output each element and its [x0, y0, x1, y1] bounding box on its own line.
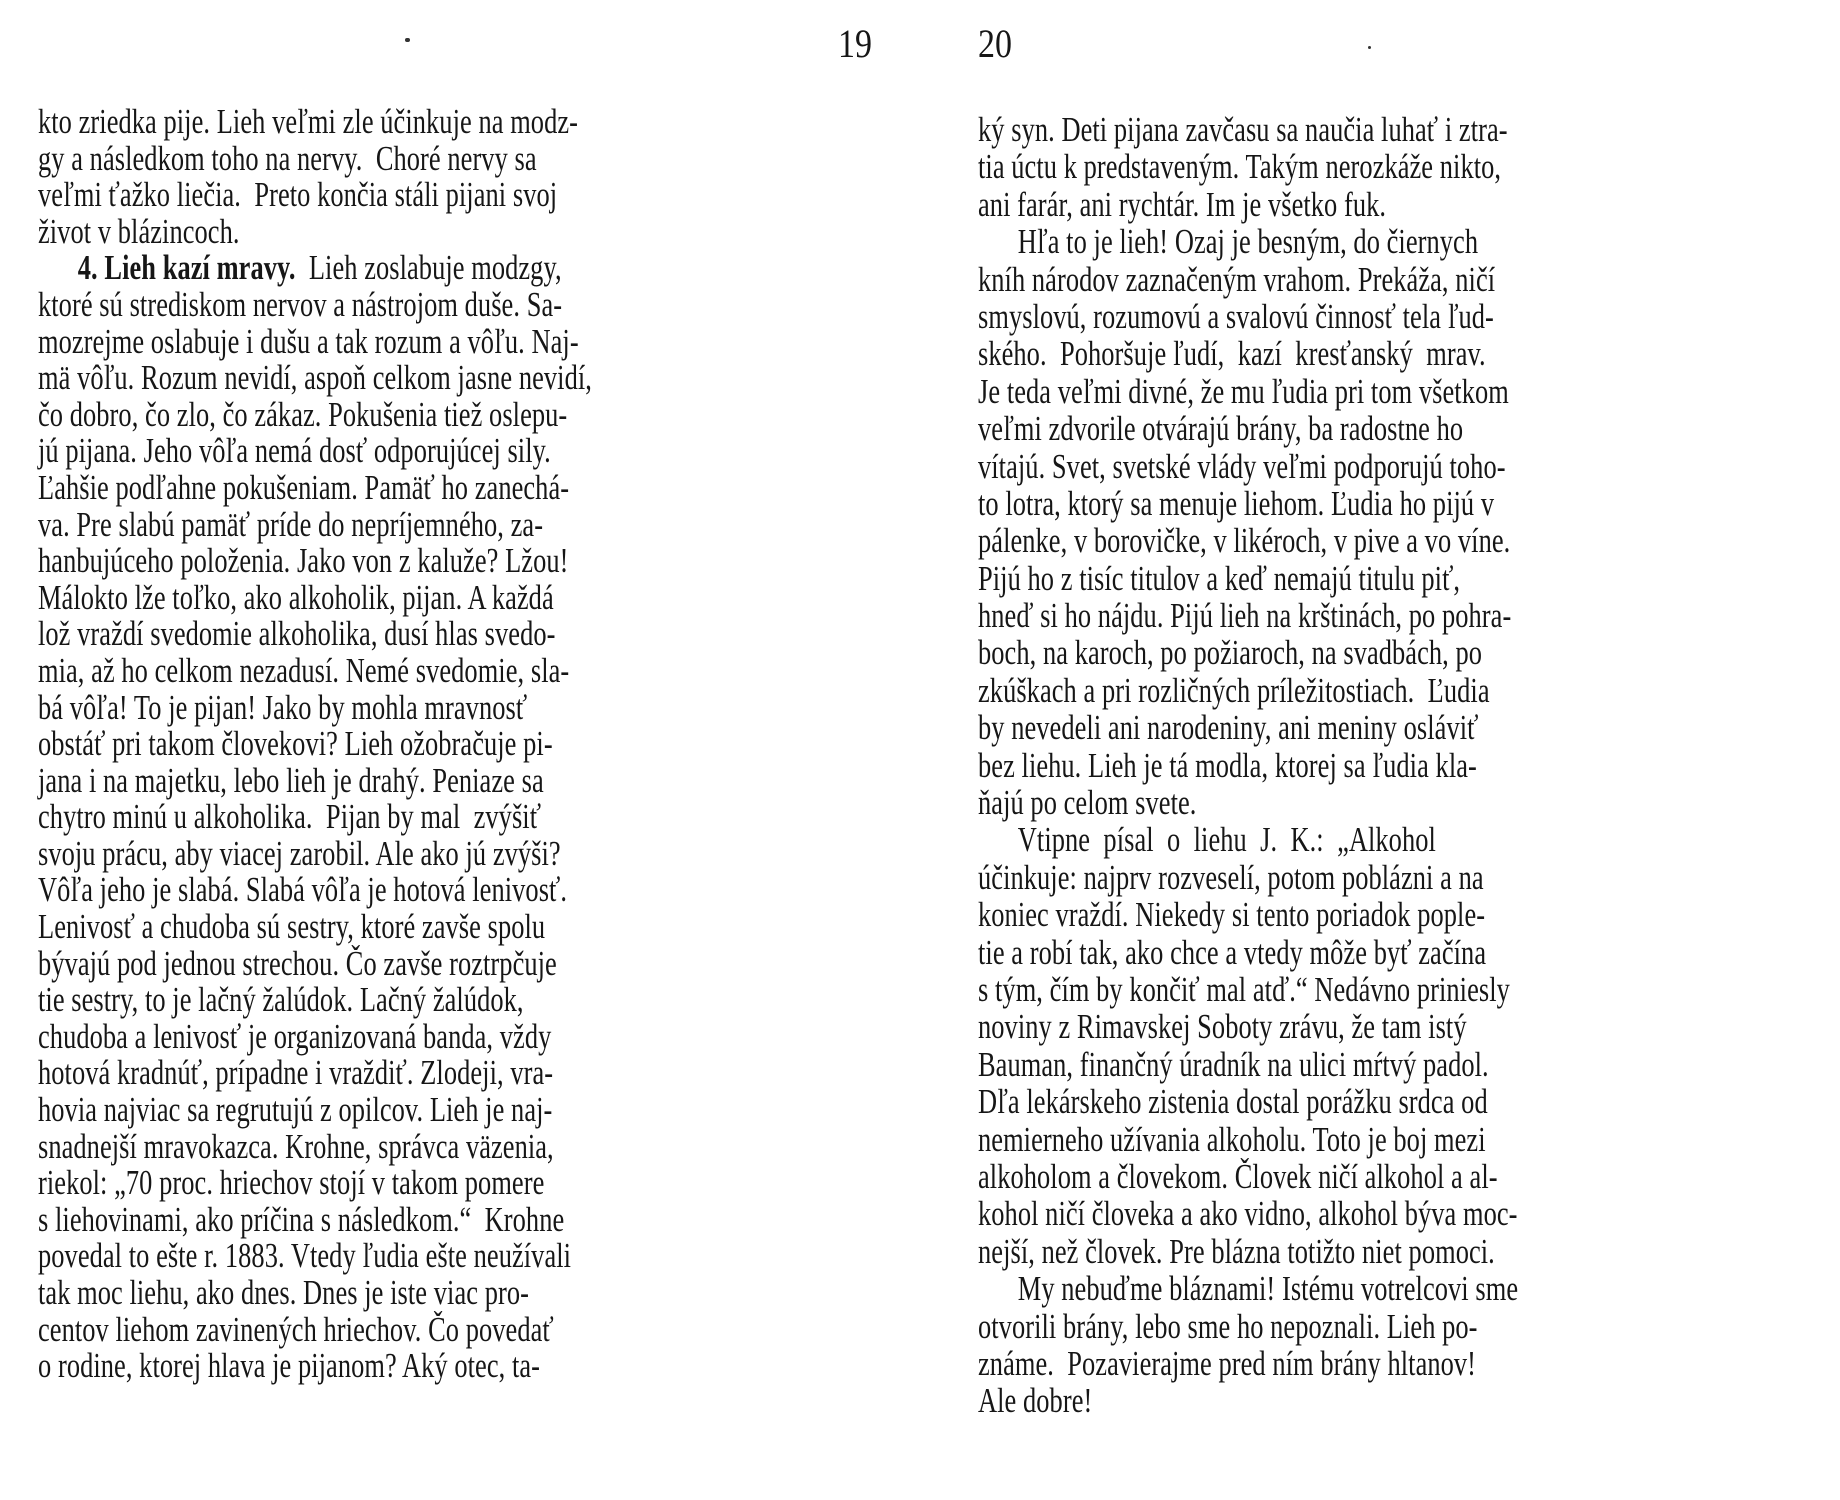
text-line: čo dobro, čo zlo, čo zákaz. Pokušenia tiež oslepu-: [38, 395, 568, 434]
text-line: koniec vraždí. Niekedy si tento poriadok pople-: [978, 896, 1486, 935]
text-line: tak moc liehu, ako dnes. Dnes je iste viac pro-: [38, 1274, 529, 1312]
text-line: bez liehu. Lieh je tá modla, ktorej sa ľudia kla-: [978, 746, 1477, 785]
section-heading: 4. Lieh kazí mravy.: [77, 249, 296, 288]
text-line: va. Pre slabú pamäť príde do nepríjemného, za-: [38, 505, 544, 544]
text-line: gy a následkom toho na nervy. Choré nervy sa: [38, 139, 537, 178]
text-line: Ale dobre!: [978, 1382, 1093, 1421]
text-line: nejší, než človek. Pre blázna totižto niet pomoci.: [978, 1232, 1495, 1271]
text-line: to lotra, ktorý sa menuje liehom. Ľudia ho pijú v: [978, 484, 1495, 523]
text-line: ského. Pohoršuje ľudí, kazí kresťanský mrav.: [978, 335, 1486, 374]
text-line: Pijú ho z tisíc titulov a keď nemajú titulu piť,: [978, 559, 1461, 598]
text-line: ktoré sú strediskom nervov a nástrojom duše. Sa-: [38, 285, 563, 324]
text-line: Ľahšie podľahne pokušeniam. Pamäť ho zanechá-: [38, 468, 570, 507]
text-line: kto zriedka pije. Lieh veľmi zle účinkuje na modz-: [38, 103, 579, 141]
text-line: bývajú pod jednou strechou. Čo zavše roztrpčuje: [38, 944, 557, 983]
text-line: mä vôľu. Rozum nevidí, aspoň celkom jasne nevidí,: [38, 359, 592, 398]
text-line: tie sestry, to je lačný žalúdok. Lačný žalúdok,: [38, 981, 524, 1020]
text-line: mia, až ho celkom nezadusí. Nemé svedomie, sla-: [38, 651, 570, 690]
text-line: Vôľa jeho je slabá. Slabá vôľa je hotová lenivosť.: [38, 871, 568, 910]
text-line: hanbujúceho položenia. Jako von z kaluže? Lžou!: [38, 542, 569, 581]
page-number: 20: [978, 21, 1012, 66]
text-line: pálenke, v borovičke, v likéroch, v pive a vo víne.: [978, 522, 1511, 561]
text-line: zkúškach a pri rozličných príležitostiach. Ľudia: [978, 671, 1490, 710]
page-number: 19: [838, 21, 872, 66]
left-page: [38, 0, 898, 1500]
left-page-text: [38, 104, 898, 1385]
text-line: hovia najviac sa regrutujú z opilcov. Lieh je naj-: [38, 1091, 553, 1130]
text-line: Bauman, finančný úradník na ulici mŕtvý padol.: [978, 1045, 1489, 1084]
text-line: hotová kradnúť, prípadne i vraždiť. Zlodeji, vra-: [38, 1054, 554, 1093]
right-page: [978, 0, 1838, 1500]
text-line: s liehovinami, ako príčina s následkom.“ Krohne: [38, 1200, 565, 1239]
text-line: nemierneho užívania alkoholu. Toto je boj mezi: [978, 1120, 1486, 1159]
text-line: Lenivosť a chudoba sú sestry, ktoré zavše spolu: [38, 908, 546, 947]
text-line: známe. Pozavierajme pred ním brány hltanov!: [978, 1344, 1477, 1383]
text-line: obstáť pri takom človekovi? Lieh ožobračuje pi-: [38, 725, 553, 764]
paragraph-start-line: Hľa to je lieh! Ozaj je besným, do čiernych: [1017, 223, 1479, 262]
section-heading-line: [38, 250, 696, 287]
text-line: ani farár, ani rychtár. Im je všetko fuk.: [978, 185, 1387, 224]
text-line: Dľa lekárskeho zistenia dostal porážku srdca od: [978, 1083, 1488, 1122]
text-line: s tým, čím by končiť mal atď.“ Nedávno priniesly: [978, 970, 1510, 1009]
text-line: ňajú po celom svete.: [978, 784, 1197, 823]
text-line: účinkuje: najprv rozveselí, potom poblázni a na: [978, 858, 1484, 897]
text-line: boch, na karoch, po požiaroch, na svadbách, po: [978, 634, 1483, 673]
text-line: Málokto lže toľko, ako alkoholik, pijan. A každá: [38, 578, 554, 617]
text-line: noviny z Rimavskej Soboty zrávu, že tam istý: [978, 1008, 1467, 1047]
paragraph-start-line: Vtipne písal o liehu J. K.: „Alkohol: [1017, 821, 1436, 860]
text-line: by nevedeli ani narodeniny, ani meniny osláviť: [978, 709, 1479, 748]
text-line: kohol ničí človeka a ako vidno, alkohol býva moc-: [978, 1195, 1518, 1234]
text-line: otvorili brány, lebo sme ho nepoznali. Lieh po-: [978, 1307, 1478, 1346]
text-line: smyslovú, rozumovú a svalovú činnosť tela ľud-: [978, 297, 1494, 336]
text-line: alkoholom a človekom. Človek ničí alkohol a al-: [978, 1157, 1498, 1196]
text-line: tia úctu k predstaveným. Takým nerozkáže nikto,: [978, 148, 1502, 187]
text-line: tie a robí tak, ako chce a vtedy môže byť začína: [978, 933, 1487, 972]
ink-speck: [405, 38, 410, 42]
text-line: lož vraždí svedomie alkoholika, dusí hlas svedo-: [38, 615, 556, 654]
text-line: Je teda veľmi divné, že mu ľudia pri tom všetkom: [978, 372, 1509, 411]
text-line: hneď si ho nájdu. Pijú lieh na krštinách, po pohra-: [978, 597, 1512, 636]
text-line: o rodine, ktorej hlava je pijanom? Aký otec, ta-: [38, 1347, 541, 1386]
text-line: veľmi zdvorile otvárajú brány, ba radostne ho: [978, 410, 1464, 449]
text-line: chudoba a lenivosť je organizovaná banda, vždy: [38, 1017, 552, 1056]
text-line: svoju prácu, aby viacej zarobil. Ale ako jú zvýši?: [38, 834, 561, 873]
text-line: vítajú. Svet, svetské vlády veľmi podporujú toho-: [978, 447, 1506, 486]
text-line: veľmi ťažko liečia. Preto končia stáli pijani svoj: [38, 176, 558, 215]
text-line: jú pijana. Jeho vôľa nemá dosť odporujúcej sily.: [38, 432, 551, 471]
text-line: ký syn. Deti pijana zavčasu sa naučia luhať i ztra-: [978, 111, 1508, 149]
text-line: povedal to ešte r. 1883. Vtedy ľudia ešte neužívali: [38, 1237, 572, 1276]
text-line: bá vôľa! To je pijan! Jako by mohla mravnosť: [38, 688, 528, 727]
text-line: jana i na majetku, lebo lieh je drahý. Peniaze sa: [38, 761, 544, 800]
text-line: život v blázincoch.: [38, 212, 240, 251]
ink-speck: [1368, 46, 1371, 49]
text-line: mozrejme oslabuje i dušu a tak rozum a vôľu. Naj-: [38, 322, 579, 361]
text-line: snadnejší mravokazca. Krohne, správca väzenia,: [38, 1127, 554, 1166]
text-line: kníh národov zaznačeným vrahom. Prekáža, ničí: [978, 260, 1496, 299]
text-line: chytro minú u alkoholika. Pijan by mal zvýšiť: [38, 798, 542, 837]
heading-line-rest: Lieh zoslabuje modzgy,: [295, 249, 562, 288]
right-page-text: [978, 112, 1838, 1421]
text-line: riekol: „70 proc. hriechov stojí v takom pomere: [38, 1164, 545, 1203]
paragraph-start-line: My nebuďme bláznami! Istému votrelcovi sme: [1017, 1270, 1519, 1309]
text-line: centov liehom zavinených hriechov. Čo povedať: [38, 1310, 554, 1349]
